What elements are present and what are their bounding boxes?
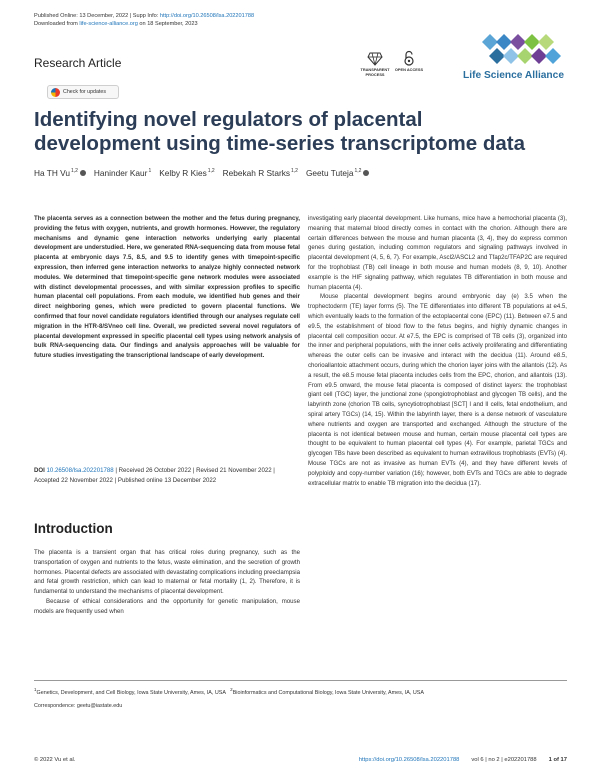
author-name: Rebekah R Starks xyxy=(222,168,290,178)
downloaded-line xyxy=(34,21,198,28)
journal-logo[interactable] xyxy=(432,30,564,84)
open-lock-icon xyxy=(401,50,417,66)
author-affiliation: 1,2 xyxy=(354,168,362,174)
open-access-label: OPEN ACCESS xyxy=(394,67,424,72)
author-name: Geetu Tuteja xyxy=(305,168,354,178)
introduction-heading: Introduction xyxy=(34,521,113,536)
author[interactable] xyxy=(223,168,298,178)
author-affiliation: 1,2 xyxy=(207,168,215,174)
diamond-icon xyxy=(367,50,383,66)
correspondence: Correspondence: geetu@iastate.edu xyxy=(34,703,123,709)
article-title: Identifying novel regulators of placental development using time-series transcriptome data xyxy=(34,108,525,155)
published-online-line xyxy=(34,13,254,20)
author-name: Ha TH Vu xyxy=(34,168,70,178)
author-affiliation: 1,2 xyxy=(291,168,298,174)
right-paragraph-1: investigating early placental development. Like humans, mice have a hemochorial placenta (3), meaning that maternal blood directly comes in contact with the chorion. Although there are certain differences between the mouse and human placenta (3, 4), they do express common genes during gestation, including common regulators and signaling pathways involved in placental development (4, 5, 6, 7). For example, Ascl2/ASCL2 and Tfap2c/TFAP2C are required for the trophoblast (TB) cell lineage in both mouse and human models (8, 9, 10). Another example is the HIF signaling pathway, which regulates TB differentiation in both mouse and human placenta (4). xyxy=(308,215,567,291)
footnote-divider xyxy=(34,680,567,681)
page-footer xyxy=(34,757,567,763)
downloaded-prefix: Downloaded from xyxy=(34,21,80,27)
introduction-left-column xyxy=(34,548,300,617)
author-affiliation: 1 xyxy=(148,168,152,174)
intro-paragraph-2: Because of ethical considerations and the opportunity for genetic manipulation, mouse models are frequently used when xyxy=(34,597,300,615)
orcid-icon[interactable] xyxy=(363,170,369,176)
author[interactable] xyxy=(94,168,151,178)
page-number: 1 of 17 xyxy=(548,757,567,763)
author-name: Kelby R Kies xyxy=(159,168,207,178)
publication-dates: | Received 26 October 2022 | Revised 21 November 2022 | Accepted 22 November 2022 | Published online 13 December 2022 xyxy=(34,467,275,484)
published-online-text: Published Online: 13 December, 2022 | Supp Info: xyxy=(34,13,160,19)
crossmark-icon xyxy=(51,88,60,97)
journal-name: Life Science Alliance xyxy=(463,70,564,81)
author[interactable] xyxy=(306,168,369,178)
transparent-process-badge[interactable] xyxy=(358,50,392,77)
journal-site-link[interactable]: life-science-alliance.org xyxy=(79,21,138,27)
intro-paragraph-1: The placenta is a transient organ that has critical roles during pregnancy, such as the transportation of oxygen and nutrients to the fetus, waste elimination, and the secretion of growth hormones. Placental defects are associated with devastating complications including preeclampsia and fetal growth restriction, which can lead to maternal or fetal mortality (1, 2). Therefore, it is fundamental to understand the mechanisms of placental development. xyxy=(34,549,300,596)
journal-logo-mark xyxy=(460,30,564,70)
right-column xyxy=(308,214,567,488)
orcid-icon[interactable] xyxy=(80,170,86,176)
volume-info: vol 6 | no 2 | e202201788 xyxy=(471,757,537,763)
affiliation-2: Bioinformatics and Computational Biology, Iowa State University, Ames, IA, USA xyxy=(232,689,424,696)
affiliations: $^1$Genetics, Development, and Cell Biology, Iowa State University, Ames, IA, USA $^2$Bioinformatics and Computational Biology, Iowa State University, Ames, IA, USA xyxy=(34,687,424,696)
author-affiliation: 1,2 xyxy=(70,168,78,174)
affiliation-1: Genetics, Development, and Cell Biology, Iowa State University, Ames, IA, USA xyxy=(36,689,226,696)
doi-link[interactable]: 10.26508/lsa.202201788 xyxy=(46,467,114,474)
article-type: Research Article xyxy=(34,56,122,70)
author[interactable] xyxy=(159,168,214,178)
transparent-process-label: TRANSPARENT PROCESS xyxy=(360,67,390,77)
right-paragraph-2: Mouse placental development begins around embryonic day (e) 3.5 when the trophectoderm (TE) layer forms (5). The TE differentiates into different TB populations at e4.5, which eventually leads to the formation of the ectoplacental cone (EPC) (11). Between e7.5 and e9.5, the establishment of blood flow to the fetus begins, and highly dynamic changes in placental cell composition occur. At e7.5, the EPC is comprised of TB cells (3), organized into the inner and peripheral populations, with the inner cells actively proliferating and differentiating whereas the outer cells can be invasive and interact with the decidua (11). Around e8.5, chorioallantoic attachment occurs, during which the chorion layer joins with the allantois (12). As a result, the e8.5 mouse fetal placenta includes cells from the EPC, chorion, and allantois (13). From e9.5 onward, the mouse fetal placenta is composed of distinct layers: the trophoblast giant cell (TGC) layer, the junctional zone (spongiotrophoblast and glycogen TB cells), and the labyrinth zone (chorion TB cells, syncytiotrophoblast [SCT] I and II cells, fetal endothelium, and spiral artery TGCs) (14, 15). Within the labyrinth layer, there is a dense network of vasculature where nutrients and oxygen are transported and exchanged. Although the structure of the placenta is not identical between mouse and human, certain mouse placental cell types are thought to be equivalent to human placental cell types (4). For example, parietal TGCs and glycogen TBs have been described as equivalent to human extravillous trophoblasts (EVTs) (4). Mouse TGCs are not as invasive as human EVTs (4), and they have different levels of polyploidy and copy-number variation (16); however, both EVTs and TGCs are able to degrade extracellular matrix to enable TB migration into the decidua (17). xyxy=(308,293,567,487)
doi-and-dates xyxy=(34,466,300,486)
footer-doi-link[interactable]: https://doi.org/10.26508/lsa.202201788 xyxy=(358,757,460,763)
check-for-updates-button[interactable] xyxy=(47,85,119,99)
supp-info-link[interactable]: http://doi.org/10.26508/lsa.202201788 xyxy=(159,13,255,19)
author-list xyxy=(34,168,574,178)
doi-label: DOI xyxy=(34,467,45,474)
open-access-badge[interactable] xyxy=(392,50,426,73)
abstract: The placenta serves as a connection between the mother and the fetus during pregnancy, providing the fetus with oxygen, nutrients, and growth hormones. However, the regulatory mechanisms and dynamic gene interaction networks underlying early placental development are understudied. Here, we generated RNA-sequencing data from mouse fetal placenta at embryonic days 7.5, 8.5, and 9.5 to identify genes with timepoint-specific expression, then inferred gene interaction networks to analyze highly connected network modules. We determined that timepoint-specific gene network modules were associated with distinct developmental processes, and with similar expression profiles to specific human placental cell populations. From each module, we identified hub genes and their direct neighboring genes, which were predicted to govern placental functions. We confirmed that four novel candidate regulators identified through our analyses regulate cell migration in the HTR-8/SVneo cell line. Overall, we predicted several novel regulators of placental development expressed in specific placental cell types using network analysis of bulk RNA-sequencing data. Our findings and analysis approaches will be valuable for future studies investigating the transcriptional landscape of early development. xyxy=(34,215,300,360)
author[interactable] xyxy=(34,168,86,178)
downloaded-suffix: on 18 September, 2023 xyxy=(137,21,198,27)
copyright: © 2022 Vu et al. xyxy=(34,757,76,763)
check-for-updates-label: Check for updates xyxy=(63,89,106,95)
author-name: Haninder Kaur xyxy=(93,168,148,178)
